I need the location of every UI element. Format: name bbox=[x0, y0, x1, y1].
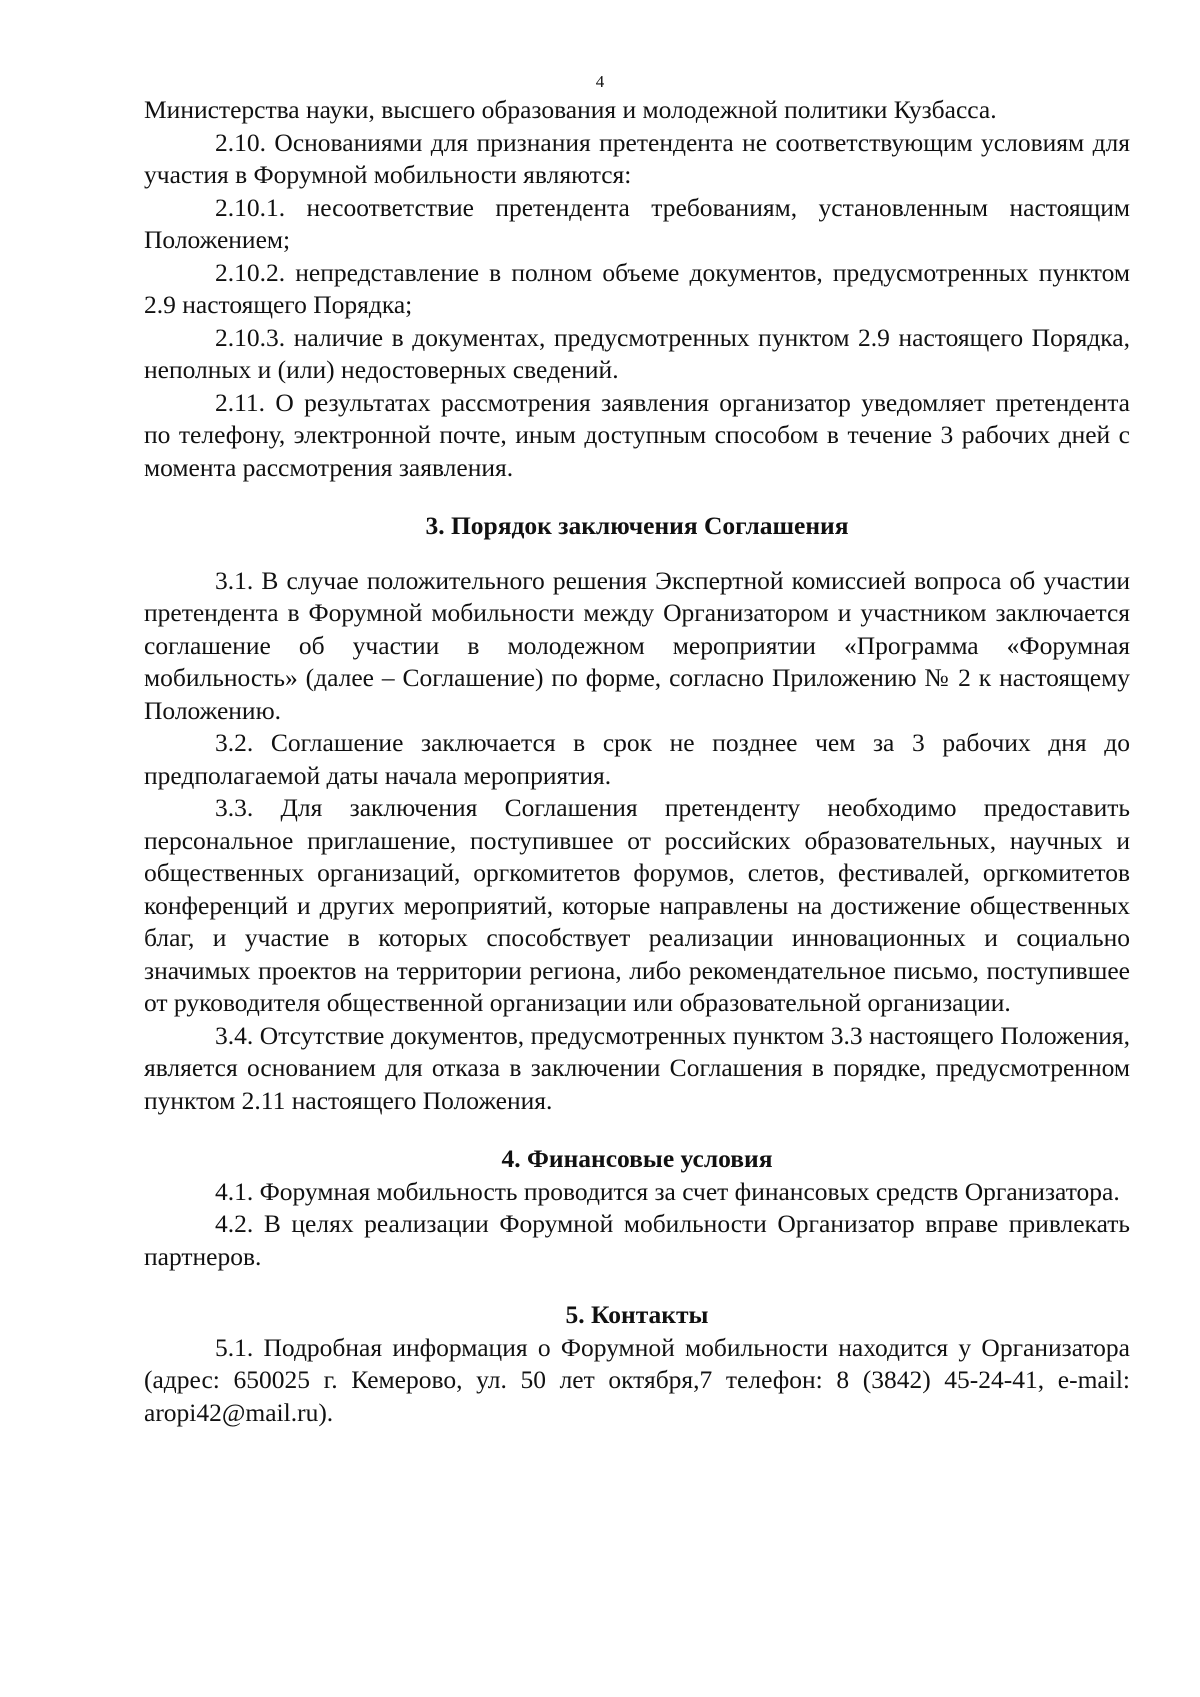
section-heading-3: 3. Порядок заключения Соглашения bbox=[425, 511, 849, 540]
paragraph-2-10: 2.10. Основаниями для признания претендента не соответствующим условиям для участия в Форумной мобильности являются: bbox=[144, 127, 1130, 189]
paragraph-3-3: 3.3. Для заключения Соглашения претенденту необходимо предоставить персональное приглашение, поступившее от российских образовательных, научных и общественных организаций, оргкомитетов форумов, слетов, фестивалей, оргкомитетов конференций и других мероприятий, которые направлены на достижение общественных благ, и участие в которых способствует реализации инновационных и социально значимых проектов на территории региона, либо рекомендательное письмо, поступившее от руководителя общественной организации или образовательной организации. bbox=[144, 793, 1130, 1017]
document-body bbox=[144, 94, 1130, 1429]
paragraph-2-11: 2.11. О результатах рассмотрения заявления организатор уведомляет претендента по телефону, электронной почте, иным доступным способом в течение 3 рабочих дней с момента рассмотрения заявления. bbox=[144, 387, 1130, 482]
paragraph-ministry-continuation: Министерства науки, высшего образования и молодежной политики Кузбасса. bbox=[144, 95, 997, 124]
paragraph-4-1: 4.1. Форумная мобильность проводится за счет финансовых средств Организатора. bbox=[215, 1176, 1120, 1206]
section-heading-4: 4. Финансовые условия bbox=[501, 1144, 773, 1173]
paragraph-4-2: 4.2. В целях реализации Форумной мобильности Организатор вправе привлекать партнеров. bbox=[144, 1209, 1130, 1271]
section-spacer bbox=[144, 484, 1130, 510]
paragraph-2-10-2: 2.10.2. непредставление в полном объеме документов, предусмотренных пунктом 2.9 настоящего Порядка; bbox=[144, 257, 1130, 319]
section-spacer bbox=[144, 1273, 1130, 1299]
paragraph-2-10-1: 2.10.1. несоответствие претендента требованиям, установленным настоящим Положением; bbox=[144, 192, 1130, 254]
paragraph-2-10-3: 2.10.3. наличие в документах, предусмотренных пунктом 2.9 настоящего Порядка, неполных и (или) недостоверных сведений. bbox=[144, 322, 1130, 384]
paragraph-3-4: 3.4. Отсутствие документов, предусмотренных пунктом 3.3 настоящего Положения, является основанием для отказа в заключении Соглашения в порядке, предусмотренном пунктом 2.11 настоящего Положения. bbox=[144, 1020, 1130, 1115]
paragraph-3-1: 3.1. В случае положительного решения Экспертной комиссией вопроса об участии претендента в Форумной мобильности между Организатором и участником заключается соглашение об участии в молодежном мероприятии «Программа «Форумная мобильность» (далее – Соглашение) по форме, согласно Приложению № 2 к настоящему Положению. bbox=[144, 565, 1130, 725]
section-heading-5: 5. Контакты bbox=[565, 1300, 709, 1329]
paragraph-5-1: 5.1. Подробная информация о Форумной мобильности находится у Организатора (адрес: 650025 г. Кемерово, ул. 50 лет октября,7 телефон: 8 (3842) 45-24-41, e-mail: aropi42@mail.ru). bbox=[144, 1332, 1130, 1427]
section-spacer bbox=[144, 543, 1130, 565]
paragraph-3-2: 3.2. Соглашение заключается в срок не позднее чем за 3 рабочих дня до предполагаемой даты начала мероприятия. bbox=[144, 728, 1130, 790]
page-number: 4 bbox=[595, 72, 605, 91]
section-spacer bbox=[144, 1117, 1130, 1143]
